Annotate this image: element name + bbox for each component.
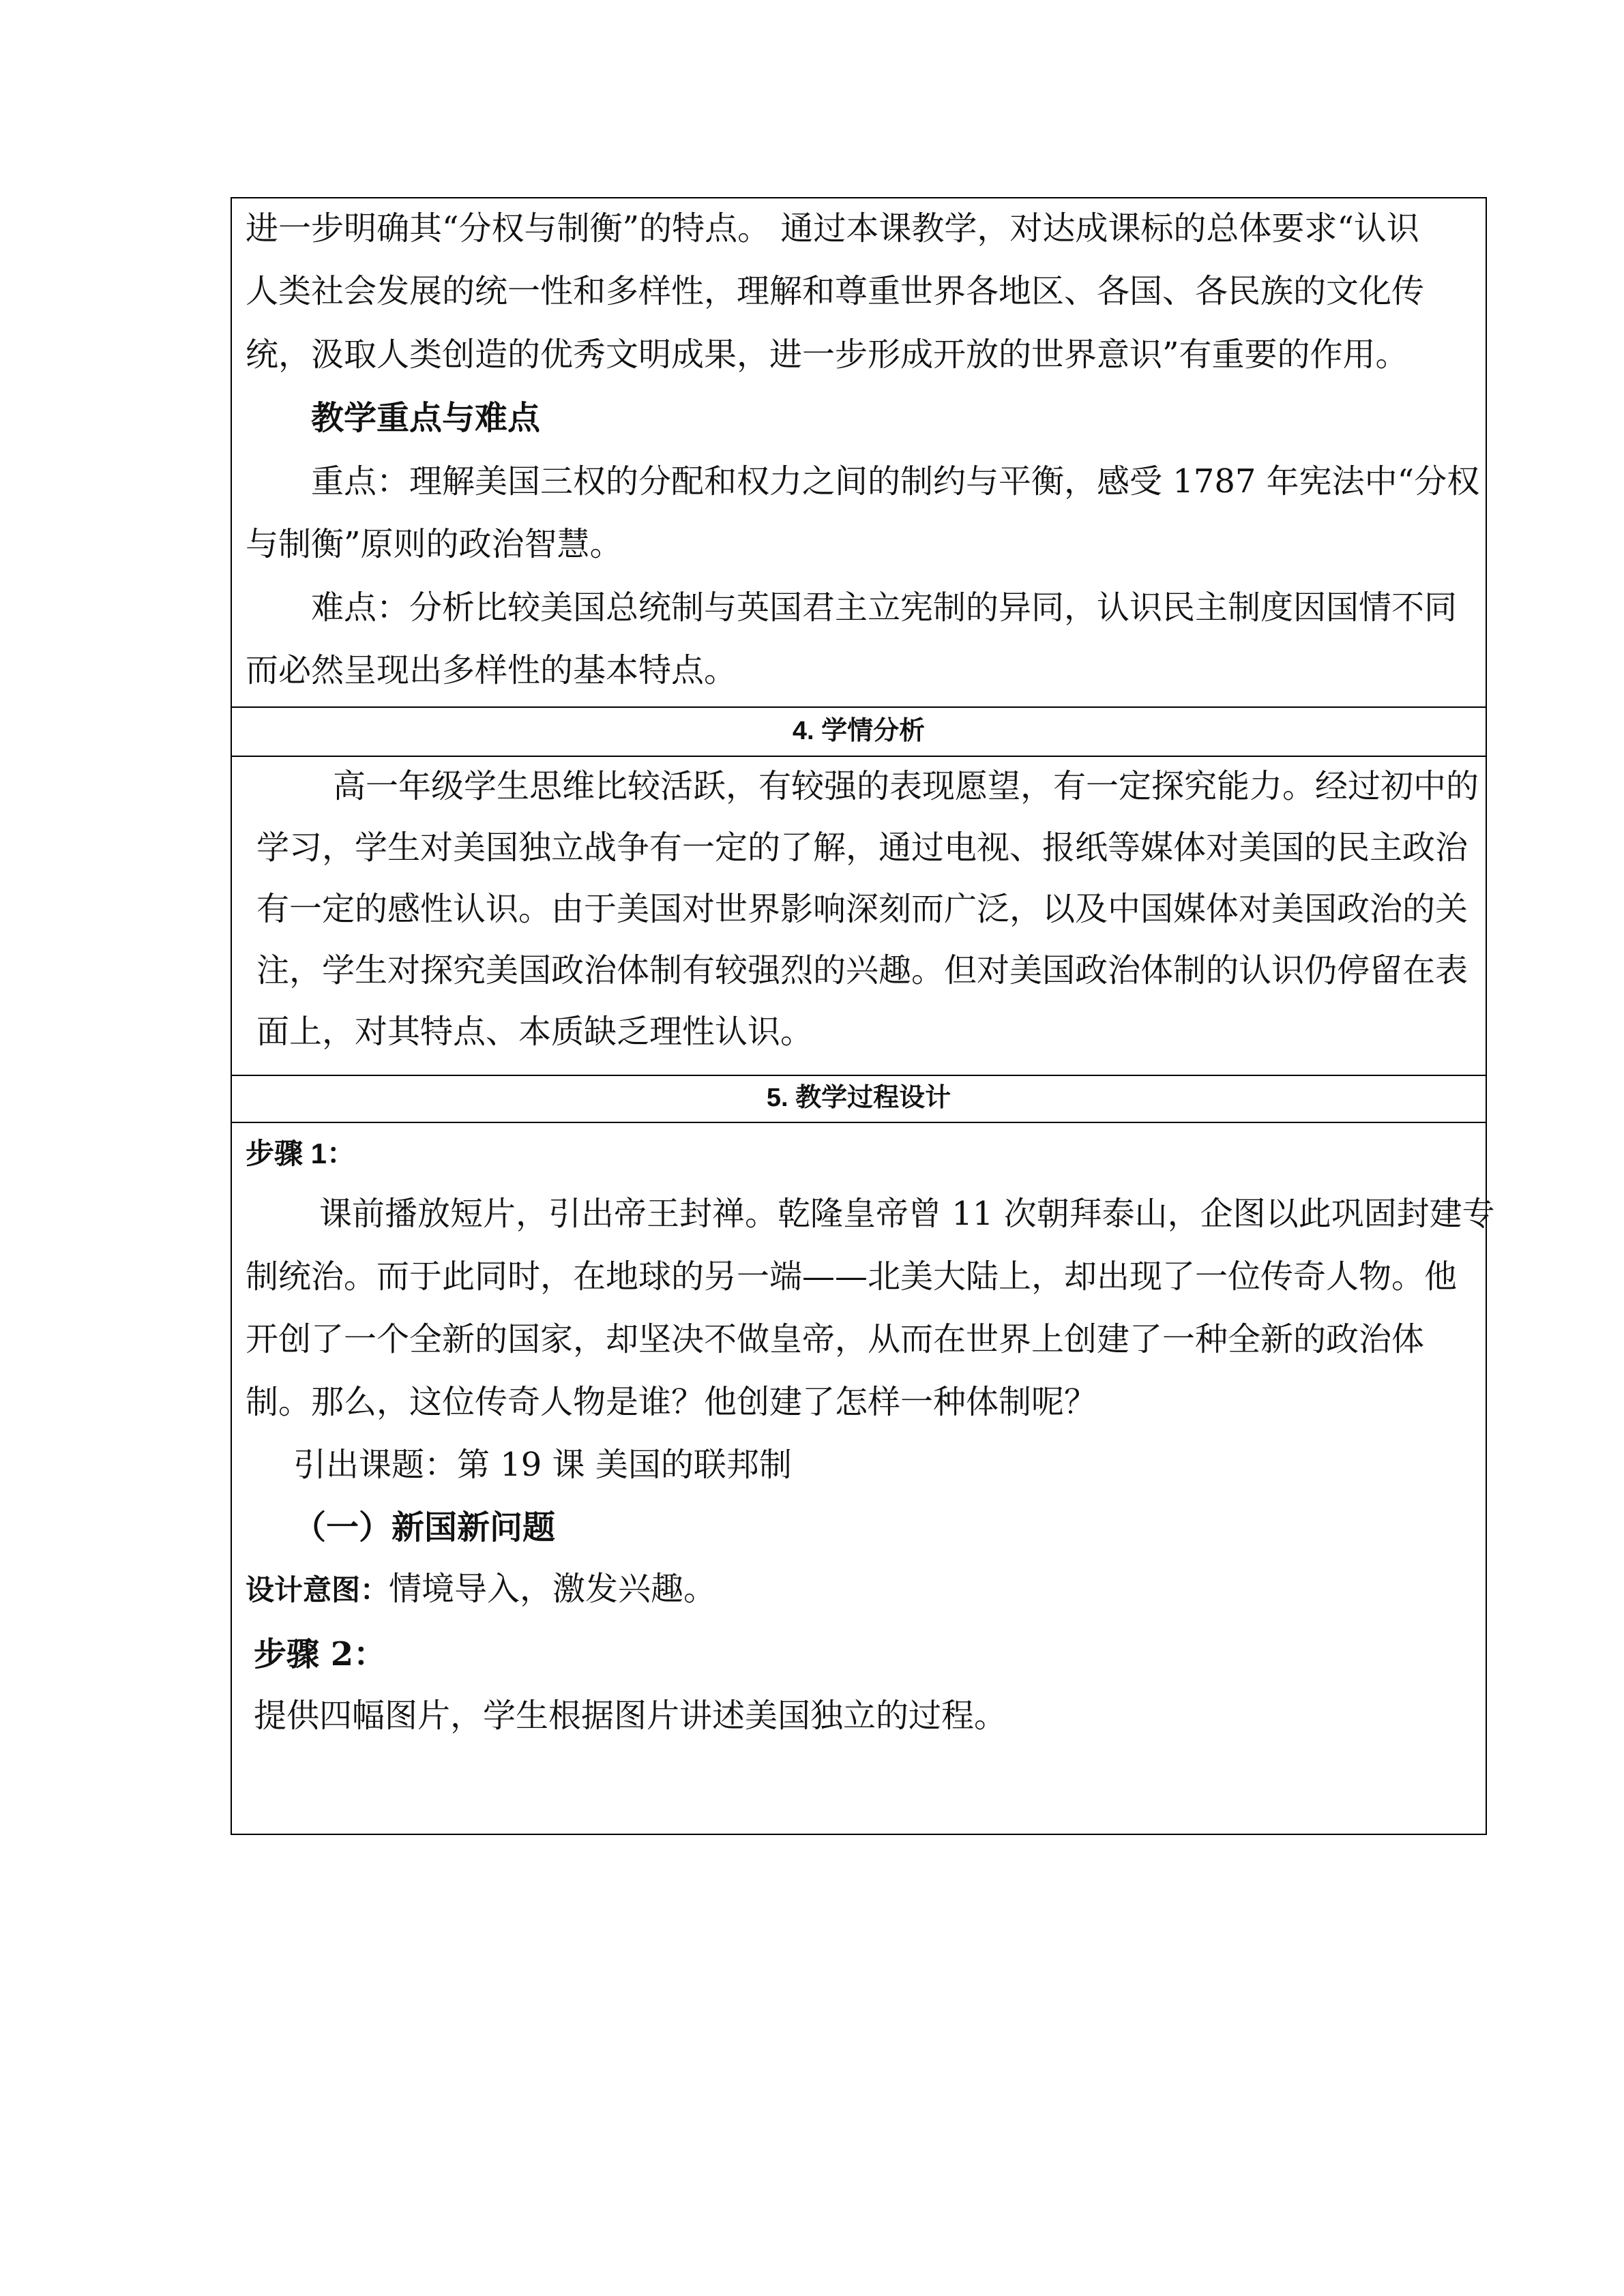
design-intent-label: 设计意图： (246, 1574, 389, 1606)
step-label-text: 步骤 1： (246, 1137, 356, 1169)
paragraph-line: 提供四幅图片，学生根据图片讲述美国独立的过程。 (254, 1697, 1007, 1735)
table-divider (231, 1075, 1487, 1076)
lead-topic: 引出课题：第 19 课 美国的联邦制 (293, 1446, 792, 1484)
paragraph-line: 统，汲取人类创造的优秀文明成果，进一步形成开放的世界意识”有重要的作用。 (246, 336, 1408, 374)
paragraph-line: 有一定的感性认识。由于美国对世界影响深刻而广泛，以及中国媒体对美国政治的关 (256, 890, 1468, 928)
section-header: 5. 教学过程设计 (766, 1084, 951, 1112)
design-intent (246, 1568, 716, 1611)
design-intent-text: 情境导入，激发兴趣。 (389, 1570, 717, 1608)
paragraph-line: 面上，对其特点、本质缺乏理性认识。 (256, 1013, 814, 1051)
table-divider (231, 706, 1487, 708)
table-divider (231, 1122, 1487, 1123)
paragraph-line: 而必然呈现出多样性的基本特点。 (246, 651, 737, 689)
paragraph-line: 进一步明确其“分权与制衡”的特点。 通过本课教学，对达成课标的总体要求“认识 (246, 209, 1419, 248)
step-label: 步骤 2： (254, 1635, 387, 1673)
section-heading: 教学重点与难点 (311, 399, 541, 437)
table-divider (231, 756, 1487, 757)
paragraph-line: 注，学生对探究美国政治体制有较强烈的兴趣。但对美国政治体制的认识仍停留在表 (256, 951, 1468, 989)
paragraph-line: 制。那么，这位传奇人物是谁？他创建了怎样一种体制呢？ (246, 1383, 1097, 1421)
paragraph-line: 制统治。而于此同时，在地球的另一端——北美大陆上，却出现了一位传奇人物。他 (246, 1257, 1458, 1296)
section-header: 4. 学情分析 (792, 717, 926, 745)
paragraph-line: 高一年级学生思维比较活跃，有较强的表现愿望，有一定探究能力。经过初中的 (333, 767, 1479, 805)
paragraph-line: 学习，学生对美国独立战争有一定的了解，通过电视、报纸等媒体对美国的民主政治 (256, 829, 1468, 867)
paragraph-line: 重点：理解美国三权的分配和权力之间的制约与平衡，感受 1787 年宪法中“分权 (311, 462, 1480, 501)
paragraph-line: 人类社会发展的统一性和多样性，理解和尊重世界各地区、各国、各民族的文化传 (246, 272, 1425, 310)
step-label (246, 1133, 355, 1174)
paragraph-line: 难点：分析比较美国总统制与英国君主立宪制的异同，认识民主制度因国情不同 (311, 588, 1458, 627)
paragraph-line: 课前播放短片，引出帝王封禅。乾隆皇帝曾 11 次朝拜泰山，企图以此巩固封建专 (319, 1195, 1495, 1233)
paragraph-line: 开创了一个全新的国家，却坚决不做皇帝，从而在世界上创建了一种全新的政治体 (246, 1320, 1425, 1358)
paragraph-line: 与制衡”原则的政治智慧。 (246, 525, 623, 563)
subheading: （一）新国新问题 (293, 1508, 556, 1547)
